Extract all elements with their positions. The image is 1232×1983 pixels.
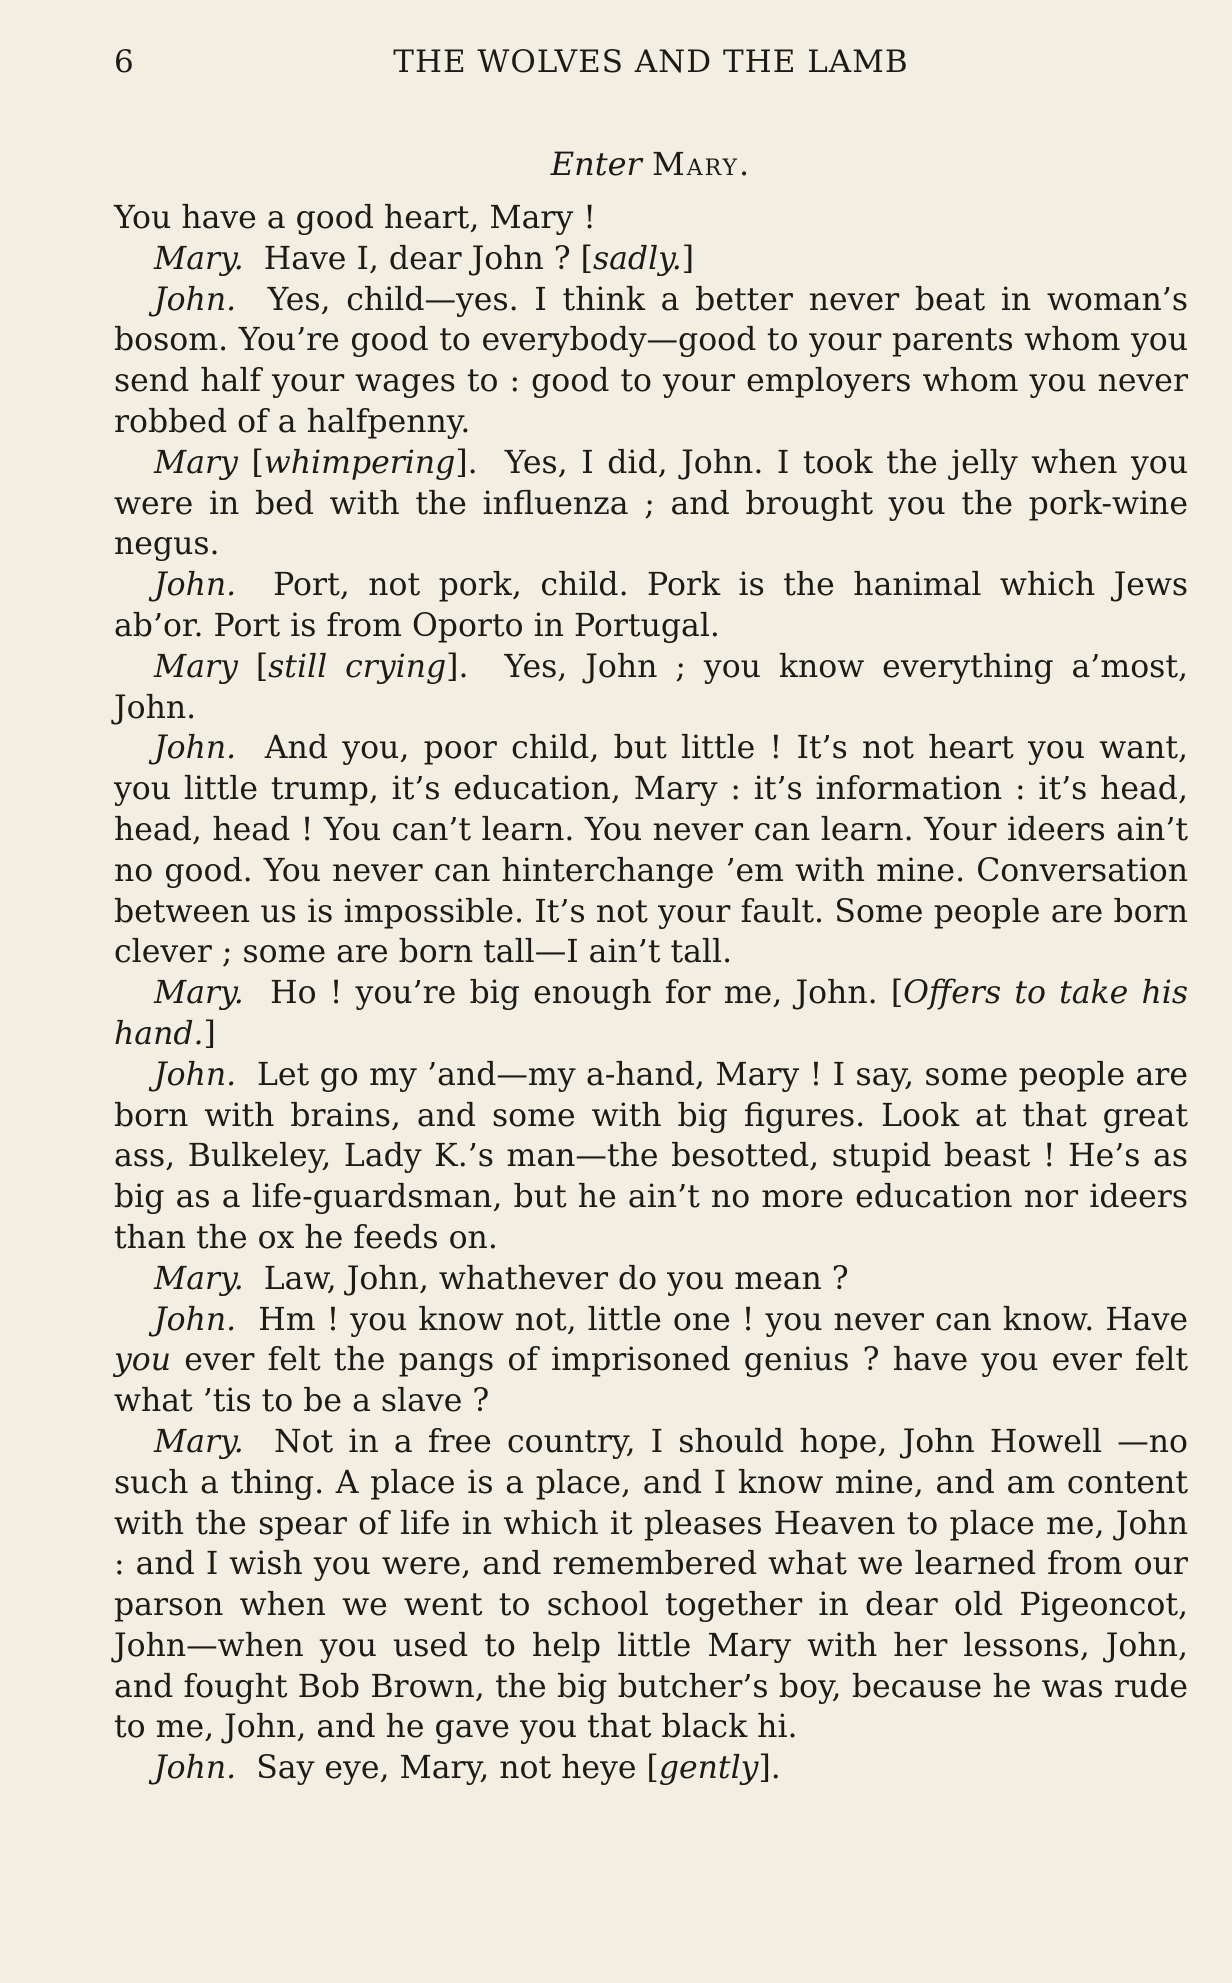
dialogue-line [114, 1422, 1188, 1748]
dialogue-line: Mary [whimpering]. Yes, I did, John. I took the jelly when you were in bed with the influenza ; and brought you the pork-wine negus. [114, 444, 1188, 563]
dialogue-line [114, 565, 1188, 647]
speaker-name: John. [154, 730, 237, 767]
line-text: Let go my ’and—my a-hand, Mary ! I say, some people are born with brains, and some with big figures. Look at that great ass, Bulkeley, Lady K.’s man—the besotted, stupid beast ! He’s as big as a life-guardsman, but he ain’t no more education nor ideers than the ox he feeds on. [114, 1056, 1188, 1256]
dialogue-line: John. Say eye, Mary, not heye [gently]. [154, 1750, 781, 1787]
speaker-name: Mary. [154, 1260, 244, 1297]
line-text: Yes, child—yes. I think a better never beat in woman’s bosom. You’re good to everybody—good to your parents whom you send half your wages to : good to your employers whom you never robbed of a halfpenny. [114, 281, 1188, 440]
speaker-name: John. [154, 567, 237, 604]
line-text: And you, poor child, but little ! It’s not heart you want, you little trump, it’s education, Mary : it’s information : it’s head, head, head ! You can’t learn. You never can learn. Your ideers ain’t no good. You never can hinterchange ’em with mine. Conversation between us is impossible. It’s not your fault. Some people are born clever ; some are born tall—I ain’t tall. [114, 730, 1188, 971]
running-title: THE WOLVES AND THE LAMB [393, 44, 909, 80]
speaker-name: John. [154, 281, 237, 318]
line-text: Ho ! you’re big enough for me, John. [270, 975, 891, 1012]
dialogue-body [114, 198, 1188, 1789]
dialogue-line [114, 1259, 1188, 1300]
line-end: . [770, 1750, 781, 1787]
speaker-name: Mary. [154, 975, 244, 1012]
speaker-name: John. [154, 1750, 237, 1787]
line-text: You have a good heart, Mary ! [114, 200, 596, 236]
dialogue-line: Mary. Ho ! you’re big enough for me, John. [Offers to take his hand.] [114, 975, 1188, 1052]
line-text: ever felt the pangs of imprisoned genius ? have you ever felt what ’tis to be a slave ? [114, 1342, 1188, 1420]
dialogue-line [114, 280, 1188, 443]
line-text: Port, not pork, child. Pork is the hanimal which Jews ab’or. Port is from Oporto in Portugal. [114, 567, 1189, 644]
running-head [114, 44, 1188, 88]
entry-verb: Enter [550, 145, 642, 183]
line-text: Have I, dear John ? [263, 240, 581, 277]
dialogue-line: Mary [still crying]. Yes, John ; you know everything a’most, John. [114, 648, 1188, 726]
dialogue-line [114, 198, 1188, 239]
stage-direction: whimpering [263, 444, 456, 481]
line-text: Yes, I did, John. I took the jelly when you were in bed with the influenza ; and brought you the pork-wine negus. [114, 444, 1188, 563]
line-text: Yes, John ; you know everything a’most, John. [114, 648, 1188, 726]
dialogue-line [114, 1300, 1188, 1422]
entry-character: Mary. [651, 145, 752, 183]
emphasized-word: you [114, 1342, 172, 1379]
stage-direction: gently [658, 1750, 759, 1787]
dialogue-line [114, 1055, 1188, 1259]
stage-entry [114, 145, 1188, 183]
dialogue-line: Mary. Have I, dear John ? [sadly.] [154, 240, 695, 277]
speaker-name: Mary. [154, 240, 244, 277]
page-number: 6 [114, 44, 135, 80]
stage-direction: sadly. [592, 240, 682, 277]
speaker-name: Mary [154, 444, 238, 481]
line-text: Not in a free country, I should hope, John Howell —no such a thing. A place is a place, and I know mine, and am content with the spear of life in which it pleases Heaven to place me, John : and I wish you were, and remembered what we learned from our parson when we went to school together in dear old Pigeoncot, John—when you used to help little Mary with her lessons, John, and fought Bob Brown, the big butcher’s boy, because he was rude to me, John, and he gave you that black hi. [114, 1423, 1188, 1746]
speaker-name: Mary. [154, 1423, 244, 1460]
stage-direction: still crying [268, 648, 447, 685]
speaker-name: John. [154, 1056, 237, 1093]
line-text: Say eye, Mary, not heye [256, 1750, 647, 1787]
speaker-name: John. [154, 1301, 237, 1338]
line-text: Hm ! you know not, little one ! you never can know. Have [258, 1301, 1189, 1338]
speaker-name: Mary [154, 648, 238, 685]
line-text: Law, John, whathever do you mean ? [263, 1260, 849, 1297]
stage-direction: Offers to take his hand. [114, 975, 1188, 1052]
dialogue-line [114, 728, 1188, 973]
